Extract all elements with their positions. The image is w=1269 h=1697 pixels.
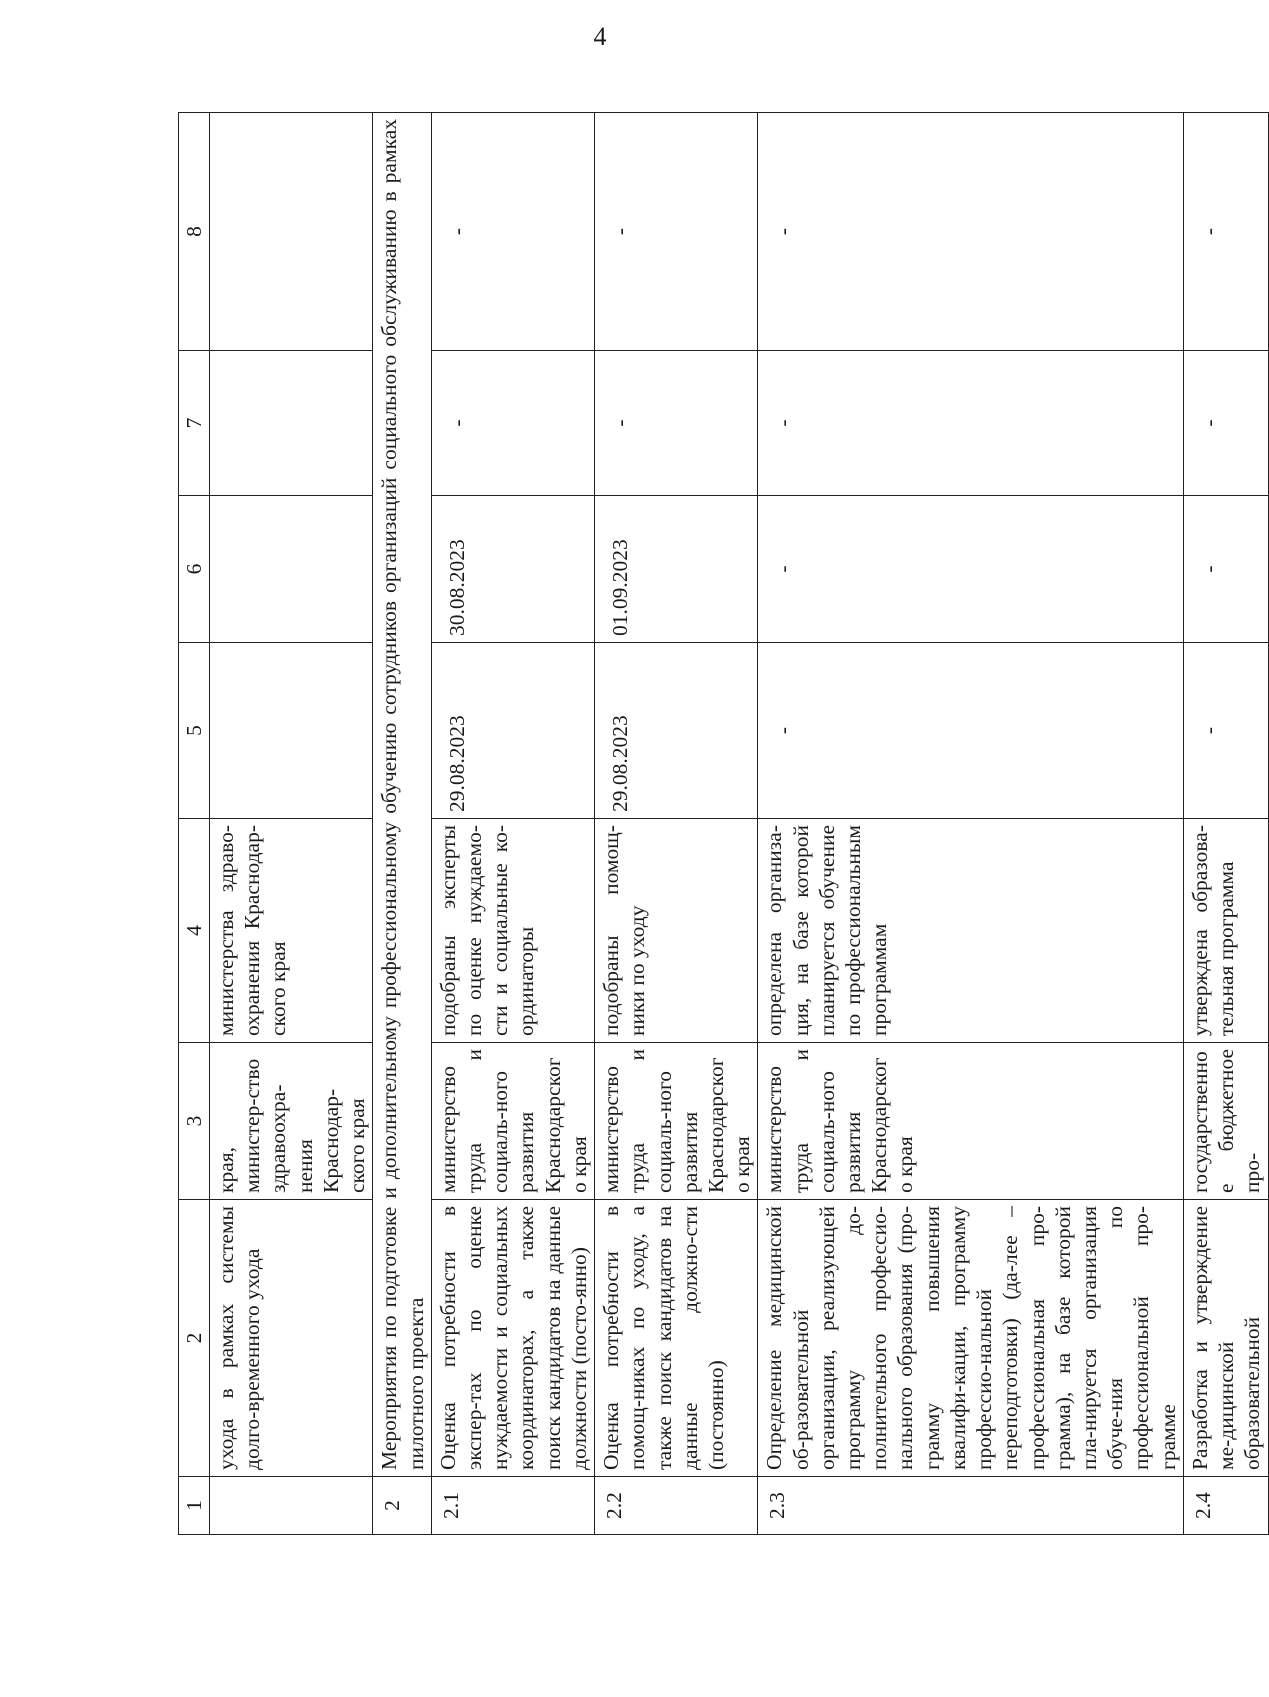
end-date-cell: 30.08.2023	[431, 496, 594, 643]
plan-table	[178, 112, 1269, 1535]
start-date-cell: 29.08.2023	[595, 643, 758, 819]
header-cell: 5	[179, 643, 210, 819]
event-cell: ухода в рамках системы долго-временного ухода	[210, 1200, 373, 1477]
row-number: 2.4	[1183, 1477, 1268, 1535]
header-cell: 8	[179, 113, 210, 351]
row-number: 2.1	[431, 1477, 594, 1535]
responsible-cell: края, министер-ство здравоохра-нения Краснодар-ского края	[210, 1043, 373, 1200]
responsible-cell: министерство труда и социаль-ного развития Краснодарского края	[595, 1043, 758, 1200]
rotated-table-container	[178, 113, 1265, 1535]
result-cell: подобраны эксперты по оценке нуждаемо-сти и социальные ко-ординаторы	[431, 819, 594, 1043]
col7-cell	[210, 351, 373, 496]
end-date-cell: -	[758, 496, 1184, 643]
header-cell: 1	[179, 1477, 210, 1535]
end-date-cell	[210, 496, 373, 643]
start-date-cell: -	[1183, 643, 1268, 819]
result-cell: подобраны помощ-ники по уходу	[595, 819, 758, 1043]
section-title: Мероприятия по подготовке и дополнительному профессиональному обучению сотрудников организаций социального обслуживанию в рамках пилотного проекта	[373, 113, 431, 1477]
result-cell: утверждена образова-тельная программа	[1183, 819, 1268, 1043]
col8-cell: -	[431, 113, 594, 351]
header-cell: 3	[179, 1043, 210, 1200]
event-cell: Оценка потребности в помощ-никах по уходу, а также поиск кандидатов на данные должно-сти (постоянно)	[595, 1200, 758, 1477]
end-date-cell: 01.09.2023	[595, 496, 758, 643]
result-cell: министерства здраво-охранения Краснодар-ского края	[210, 819, 373, 1043]
result-cell: определена организа-ция, на базе которой планируется обучение по профессиональным программам	[758, 819, 1184, 1043]
row-number: 2.2	[595, 1477, 758, 1535]
col8-cell	[210, 113, 373, 351]
header-row	[179, 113, 210, 1535]
page-number: 4	[593, 22, 607, 51]
responsible-cell: государственное бюджетное про-	[1183, 1043, 1268, 1200]
table-row	[595, 113, 758, 1535]
table-row	[210, 113, 373, 1535]
header-cell: 4	[179, 819, 210, 1043]
row-number: 2.3	[758, 1477, 1184, 1535]
col7-cell: -	[1183, 351, 1268, 496]
event-cell: Определение медицинской об-разовательной организации, реализующей программу до-полнительного профессио-нального образования (про-грамму повышения квалифи-кации, программу профессио-нальной переподготовки) (да-лее – профессиональная про-грамма), на базе которой пла-нируется организация обуче-ния по профессиональной про-грамме	[758, 1200, 1184, 1477]
start-date-cell: 29.08.2023	[431, 643, 594, 819]
end-date-cell: -	[1183, 496, 1268, 643]
header-cell: 7	[179, 351, 210, 496]
section-row	[373, 113, 431, 1535]
col7-cell: -	[595, 351, 758, 496]
table-row	[1183, 113, 1268, 1535]
col7-cell: -	[758, 351, 1184, 496]
col8-cell: -	[758, 113, 1184, 351]
start-date-cell	[210, 643, 373, 819]
row-number	[210, 1477, 373, 1535]
col8-cell: -	[1183, 113, 1268, 351]
section-number: 2	[373, 1477, 431, 1535]
header-cell: 6	[179, 496, 210, 643]
event-cell: Разработка и утверждение ме-дицинской образовательной	[1183, 1200, 1268, 1477]
table-row	[431, 113, 594, 1535]
header-cell: 2	[179, 1200, 210, 1477]
event-cell: Оценка потребности в экспер-тах по оценке нуждаемости и социальных координаторах, а также поиск кандидатов на данные должности (посто-янно)	[431, 1200, 594, 1477]
col8-cell: -	[595, 113, 758, 351]
responsible-cell: министерство труда и социаль-ного развития Краснодарского края	[758, 1043, 1184, 1200]
responsible-cell: министерство труда и социаль-ного развития Краснодарского края	[431, 1043, 594, 1200]
table-row	[758, 113, 1184, 1535]
start-date-cell: -	[758, 643, 1184, 819]
col7-cell: -	[431, 351, 594, 496]
